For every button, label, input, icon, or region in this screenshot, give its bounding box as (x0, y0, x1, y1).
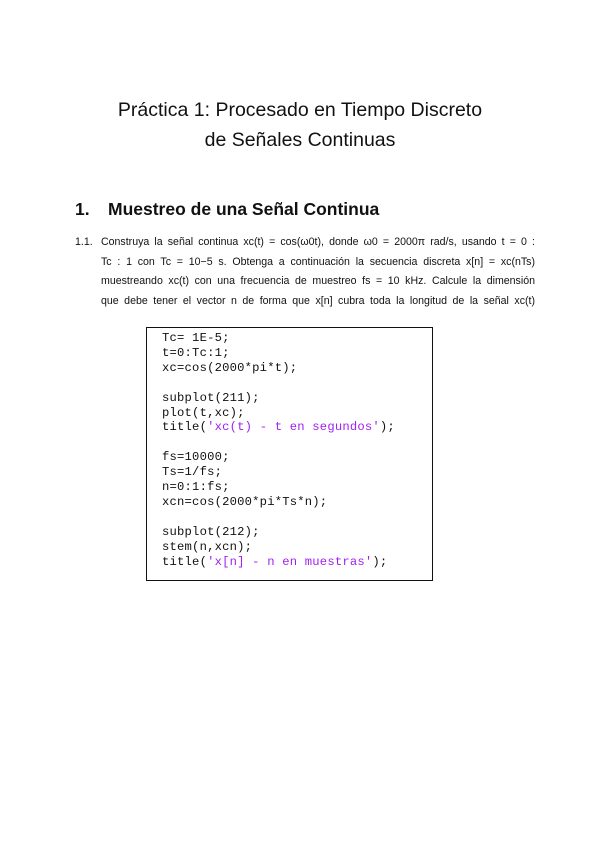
code-line: Tc= 1E-5; (162, 331, 230, 345)
exercise-line: muestreando xc(t) con una frecuencia de muestreo fs = 10 kHz. Calcule la dimensión (101, 275, 535, 287)
code-line (162, 376, 432, 391)
section-number: 1. (75, 199, 90, 219)
code-line: stem(n,xcn); (162, 539, 253, 554)
code-text: title( (162, 554, 208, 569)
exercise-number: 1.1. (75, 236, 93, 248)
code-line (162, 510, 432, 525)
exercise-text (101, 233, 535, 311)
exercise-line: Construya la señal continua xc(t) = cos(ω0t), donde ω0 = 2000π rad/s, usando t = 0 : (101, 236, 535, 248)
code-line: t=0:Tc:1; (162, 345, 230, 360)
code-text: ); (372, 554, 388, 569)
code-line (162, 420, 432, 435)
code-line: subplot(211); (162, 390, 260, 405)
code-line (162, 435, 432, 450)
title-line-2: de Señales Continuas (204, 129, 396, 151)
title-line-1: Práctica 1: Procesado en Tiempo Discreto (117, 99, 483, 121)
code-line: plot(t,xc); (162, 405, 245, 420)
code-text: title( (162, 420, 208, 435)
section-title: Muestreo de una Señal Continua (108, 199, 380, 219)
matlab-code-listing (146, 327, 433, 581)
code-line: xcn=cos(2000*pi*Ts*n); (162, 494, 328, 509)
code-line: fs=10000; (162, 450, 230, 465)
code-line: xc=cos(2000*pi*t); (162, 360, 298, 375)
code-line: subplot(212); (162, 524, 260, 539)
code-line: Ts=1/fs; (162, 465, 223, 480)
document-title (0, 95, 600, 155)
exercise-line: Tc : 1 con Tc = 10−5 s. Obtenga a continuación la secuencia discreta x[n] = xc(nTs) (101, 255, 535, 268)
section-heading (75, 199, 379, 220)
code-string-literal: 'x[n] - n en muestras' (207, 554, 373, 569)
code-string-literal: 'xc(t) - t en segundos' (207, 420, 380, 435)
code-text: ); (379, 420, 395, 435)
code-line: n=0:1:fs; (162, 480, 230, 495)
exercise-line: que debe tener el vector n de forma que x[n] cubra toda la longitud de la señal xc(t) (101, 294, 535, 307)
code-line (162, 555, 432, 570)
